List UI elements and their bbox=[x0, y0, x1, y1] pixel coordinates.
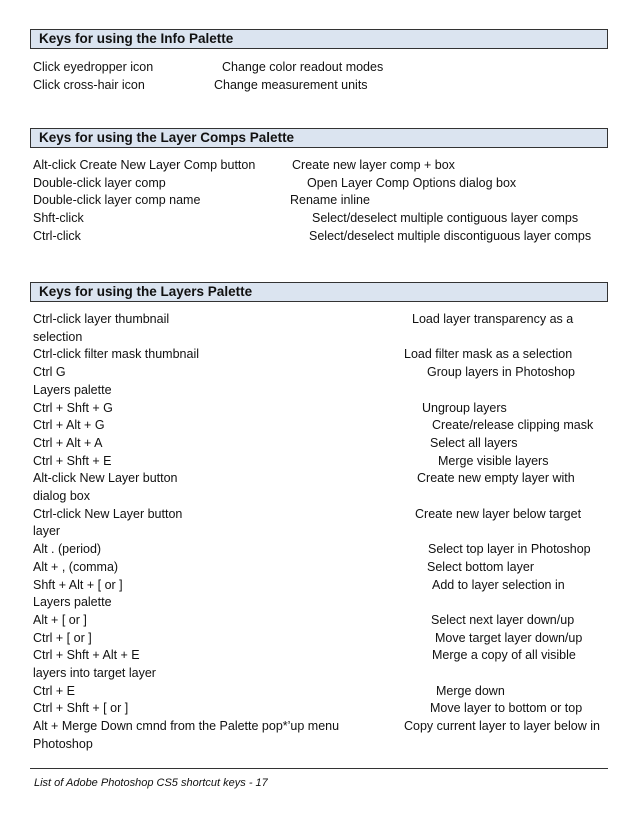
shortcut-action: Select/deselect multiple contiguous layer comps bbox=[312, 211, 579, 226]
shortcut-action: Create new layer below target bbox=[415, 506, 582, 521]
shortcut-action: Ungroup layers bbox=[422, 400, 507, 415]
shortcut-key: layer bbox=[33, 524, 61, 539]
shortcut-action: Select/deselect multiple discontiguous layer comps bbox=[309, 228, 592, 243]
shortcut-key: Ctrl-click filter mask thumbnail bbox=[33, 347, 200, 362]
shortcut-action: Select next layer down/up bbox=[431, 612, 575, 627]
shortcut-key: Alt . (period) bbox=[33, 542, 102, 557]
shortcut-key: layers into target layer bbox=[33, 666, 156, 680]
footer-divider bbox=[30, 768, 608, 769]
shortcut-key: Alt-click Create New Layer Comp button bbox=[33, 158, 256, 172]
shortcut-action: Select bottom layer bbox=[427, 559, 534, 574]
shortcut-key: Shft-click bbox=[33, 211, 84, 226]
shortcut-key: Ctrl + Shft + E bbox=[33, 453, 112, 468]
shortcut-action: Change color readout modes bbox=[222, 60, 384, 74]
shortcut-key: selection bbox=[33, 329, 83, 344]
section-header: Keys for using the Info Palette bbox=[30, 29, 608, 49]
shortcut-action: Merge a copy of all visible bbox=[432, 648, 576, 663]
shortcut-action: Move target layer down/up bbox=[435, 630, 583, 645]
shortcut-action: Rename inline bbox=[290, 193, 370, 208]
shortcut-action: Add to layer selection in bbox=[432, 577, 565, 592]
shortcut-key: Click cross-hair icon bbox=[33, 77, 145, 92]
shortcut-action: Merge visible layers bbox=[438, 453, 549, 468]
shortcut-key: Shft + Alt + [ or ] bbox=[33, 577, 123, 592]
shortcut-key: Alt-click New Layer button bbox=[33, 471, 178, 486]
shortcut-action: Change measurement units bbox=[214, 77, 368, 92]
shortcut-key: Double-click layer comp bbox=[33, 175, 166, 190]
shortcut-key: Ctrl + Alt + A bbox=[33, 435, 103, 450]
shortcut-action: Group layers in Photoshop bbox=[427, 365, 576, 380]
shortcut-action: Move layer to bottom or top bbox=[430, 701, 583, 716]
shortcut-action: Load layer transparency as a bbox=[412, 312, 574, 326]
shortcut-key: Ctrl + Shft + [ or ] bbox=[33, 701, 129, 716]
shortcut-action: Create new layer comp + box bbox=[292, 158, 455, 172]
page-footer: List of Adobe Photoshop CS5 shortcut keys - 17 bbox=[34, 777, 268, 789]
shortcut-key: Ctrl-click New Layer button bbox=[33, 506, 183, 521]
shortcut-action: Copy current layer to layer below in bbox=[404, 719, 600, 734]
section-header: Keys for using the Layers Palette bbox=[30, 282, 608, 302]
shortcut-key: Ctrl + Shft + Alt + E bbox=[33, 648, 140, 663]
shortcut-key: dialog box bbox=[33, 489, 90, 503]
shortcut-key: Layers palette bbox=[33, 382, 112, 397]
shortcut-key: Ctrl G bbox=[33, 365, 66, 380]
shortcut-action: Load filter mask as a selection bbox=[404, 347, 573, 362]
shortcut-action: Select top layer in Photoshop bbox=[428, 542, 591, 557]
shortcut-key: Ctrl + E bbox=[33, 683, 76, 698]
shortcut-action: Create/release clipping mask bbox=[432, 418, 594, 433]
shortcut-key: Ctrl + [ or ] bbox=[33, 630, 92, 645]
section-header: Keys for using the Layer Comps Palette bbox=[30, 128, 608, 148]
shortcut-key: Click eyedropper icon bbox=[33, 60, 154, 74]
shortcut-key: Ctrl + Shft + G bbox=[33, 400, 113, 415]
shortcut-action: Create new empty layer with bbox=[417, 471, 575, 486]
shortcut-key: Alt + Merge Down cmnd from the Palette pop*’up menu bbox=[33, 719, 340, 734]
shortcut-action: Merge down bbox=[436, 683, 505, 698]
shortcut-key: Ctrl + Alt + G bbox=[33, 418, 105, 433]
shortcut-key: Double-click layer comp name bbox=[33, 193, 201, 208]
shortcut-key: Ctrl-click bbox=[33, 228, 81, 243]
shortcut-key: Alt + , (comma) bbox=[33, 559, 119, 574]
shortcut-key: Layers palette bbox=[33, 595, 112, 610]
shortcut-key: Alt + [ or ] bbox=[33, 612, 87, 627]
shortcut-action: Select all layers bbox=[430, 435, 518, 450]
shortcut-action: Open Layer Comp Options dialog box bbox=[307, 175, 517, 190]
shortcut-key: Photoshop bbox=[33, 736, 93, 751]
shortcut-key: Ctrl-click layer thumbnail bbox=[33, 312, 170, 326]
